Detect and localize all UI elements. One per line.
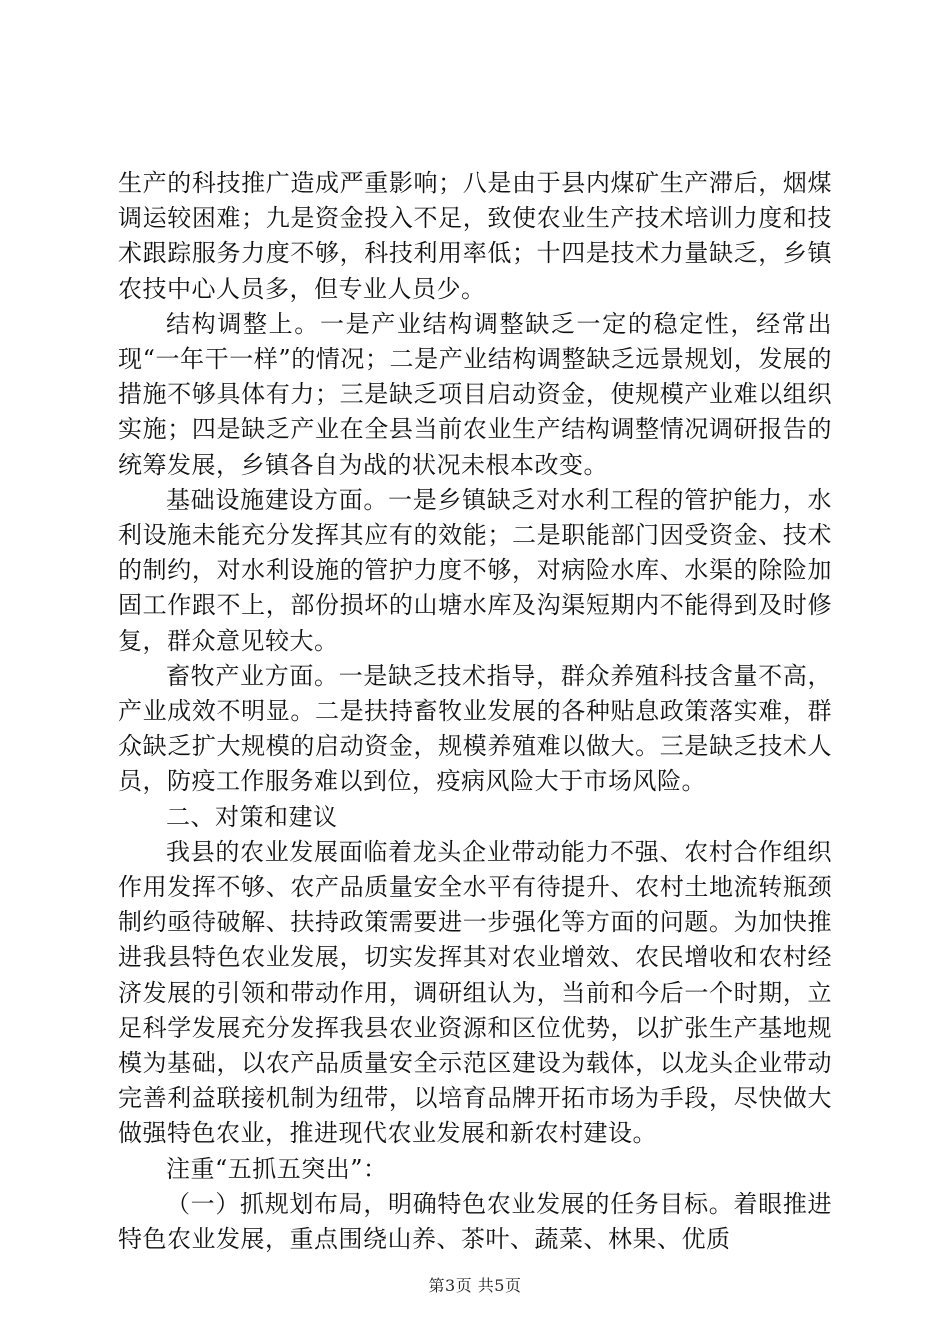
page-number-label: 第3页 共5页 bbox=[428, 1276, 522, 1295]
paragraph-1: 生产的科技推广造成严重影响；八是由于县内煤矿生产滞后，烟煤调运较困难；九是资金投入不足，致使农业生产技术培训力度和技术跟踪服务力度不够，科技利用率低；十四是技术力量缺乏，乡镇农技中心人员多，但专业人员少。 bbox=[118, 169, 832, 303]
paragraph-2: 结构调整上。一是产业结构调整缺乏一定的稳定性，经常出现“一年干一样”的情况；二是产业结构调整缺乏远景规划，发展的措施不够具体有力；三是缺乏项目启动资金，使规模产业难以组织实施；四是缺乏产业在全县当前农业生产结构调整情况调研报告的统筹发展，乡镇各自为战的状况未根本改变。 bbox=[118, 309, 832, 479]
page-footer bbox=[0, 1275, 950, 1297]
paragraph-3: 基础设施建设方面。一是乡镇缺乏对水利工程的管护能力，水利设施未能充分发挥其应有的效能；二是职能部门因受资金、技术的制约，对水利设施的管护力度不够，对病险水库、水渠的除险加固工作跟不上，部份损坏的山塘水库及沟渠短期内不能得到及时修复，群众意见较大。 bbox=[118, 485, 832, 655]
paragraph-4: 畜牧产业方面。一是缺乏技术指导，群众养殖科技含量不高，产业成效不明显。二是扶持畜牧业发展的各种贴息政策落实难，群众缺乏扩大规模的启动资金，规模养殖难以做大。三是缺乏技术人员，防疫工作服务难以到位，疫病风险大于市场风险。 bbox=[118, 661, 832, 796]
paragraph-5: 我县的农业发展面临着龙头企业带动能力不强、农村合作组织作用发挥不够、农产品质量安全水平有待提升、农村土地流转瓶颈制约亟待破解、扶持政策需要进一步强化等方面的问题。为加快推进我县特色农业发展，切实发挥其对农业增效、农民增收和农村经济发展的引领和带动作用，调研组认为，当前和今后一个时期，立足科学发展充分发挥我县农业资源和区位优势，以扩张生产基地规模为基础，以农产品质量安全示范区建设为载体，以龙头企业带动完善利益联接机制为纽带，以培育品牌开拓市场为手段，尽快做大做强特色农业，推进现代农业发展和新农村建设。 bbox=[118, 837, 832, 1148]
section-heading: 二、对策和建议 bbox=[166, 802, 338, 831]
paragraph-7: （一）抓规划布局，明确特色农业发展的任务目标。着眼推进特色农业发展，重点围绕山养、茶叶、蔬菜、林果、优质 bbox=[118, 1189, 832, 1254]
document-body bbox=[118, 166, 832, 1257]
paragraph-6: 注重“五抓五突出”： bbox=[166, 1154, 388, 1183]
